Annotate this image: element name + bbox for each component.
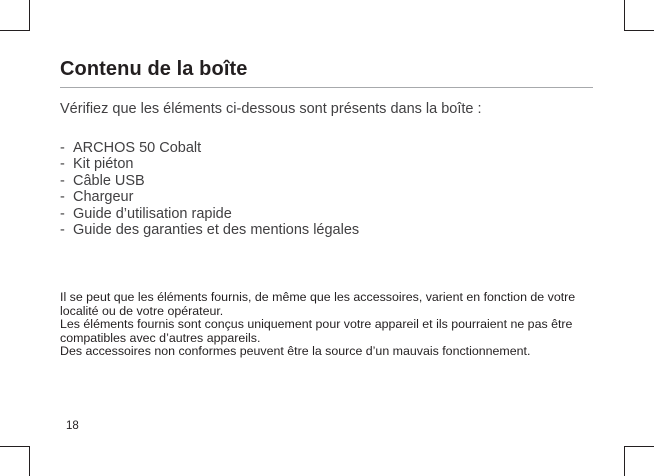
list-item <box>60 189 359 205</box>
page-number: 18 <box>66 420 79 432</box>
crop-mark-top-right-vertical <box>624 0 625 30</box>
intro-text: Vérifiez que les éléments ci-dessous sont présents dans la boîte : <box>60 101 482 117</box>
list-item-label: Câble USB <box>73 172 145 189</box>
notice-paragraph: Des accessoires non conformes peuvent être la source d’un mauvais fonctionnement. <box>60 344 531 359</box>
list-dash: - <box>60 172 65 189</box>
crop-mark-bottom-right-vertical <box>624 446 625 476</box>
notice-paragraph: Les éléments fournis sont conçus uniquement pour votre appareil et ils pourraient ne pas être compatibles avec d’autres appareils. <box>60 317 573 345</box>
page-title: Contenu de la boîte <box>60 58 248 80</box>
list-item-label: Chargeur <box>73 189 134 206</box>
list-item <box>60 173 359 189</box>
notice-block <box>60 291 600 359</box>
crop-mark-bottom-left-vertical <box>29 446 30 476</box>
title-divider <box>60 87 593 88</box>
notice-paragraph: Il se peut que les éléments fournis, de même que les accessoires, varient en fonction de votre localité ou de votre opérateur. <box>60 290 576 318</box>
list-dash: - <box>60 156 65 173</box>
list-item <box>60 140 359 156</box>
list-item <box>60 222 359 238</box>
crop-mark-top-right-horizontal <box>624 30 654 31</box>
crop-mark-bottom-left-horizontal <box>0 446 30 447</box>
box-contents-list <box>60 140 359 238</box>
crop-mark-bottom-right-horizontal <box>624 446 654 447</box>
list-item <box>60 206 359 222</box>
list-item-label: ARCHOS 50 Cobalt <box>73 140 202 156</box>
list-item <box>60 156 359 172</box>
list-dash: - <box>60 205 65 222</box>
list-item-label: Guide des garanties et des mentions légales <box>73 221 360 238</box>
list-dash: - <box>60 221 65 238</box>
list-item-label: Kit piéton <box>73 156 134 173</box>
crop-mark-top-left-horizontal <box>0 30 30 31</box>
list-item-label: Guide d’utilisation rapide <box>73 205 232 222</box>
list-dash: - <box>60 189 65 206</box>
list-dash: - <box>60 140 65 156</box>
crop-mark-top-left-vertical <box>29 0 30 30</box>
